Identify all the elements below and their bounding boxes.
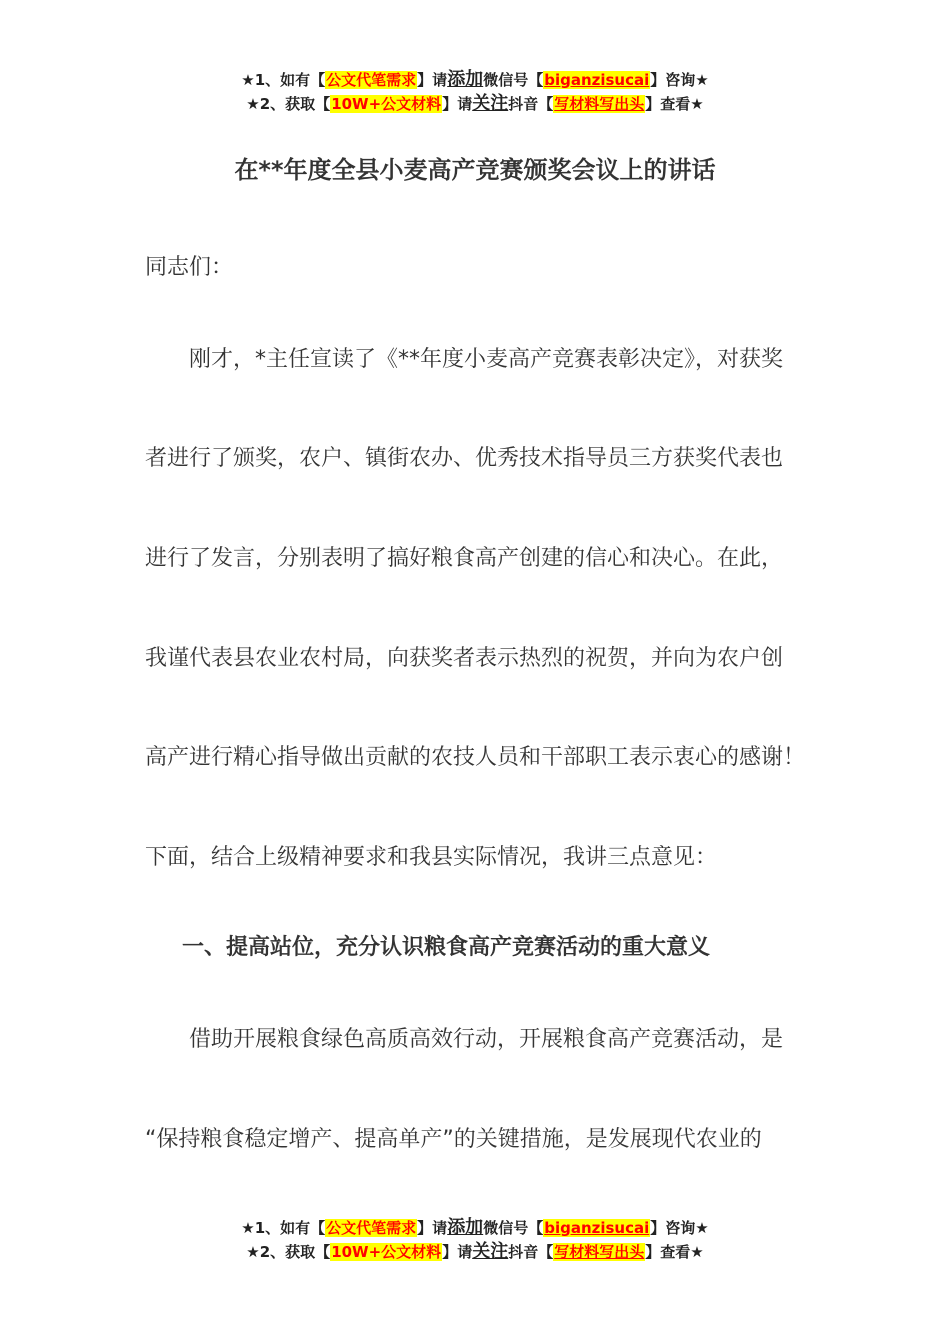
- header-banner: [0, 68, 950, 116]
- banner-text: ★2、获取【: [246, 95, 331, 113]
- body-line: 下面，结合上级精神要求和我县实际情况，我讲三点意见：: [145, 845, 718, 870]
- section-heading: 一、提高站位，充分认识粮食高产竞赛活动的重大意义: [182, 935, 711, 960]
- banner-highlight: 写材料写出头: [554, 95, 645, 113]
- banner-text: ★1、如有【: [241, 71, 326, 89]
- document-title: 在**年度全县小麦高产竞赛颁奖会议上的讲话: [234, 156, 716, 184]
- banner-text: 】请: [417, 71, 448, 89]
- banner-highlight: 10W+公文材料: [331, 95, 442, 113]
- banner-emphasis: 关注: [472, 1241, 509, 1262]
- footer-banner: [0, 1216, 950, 1264]
- banner-text: 】请: [442, 1243, 473, 1261]
- banner-text: 微信号【: [483, 1219, 544, 1237]
- banner-text: 】请: [442, 95, 473, 113]
- banner-line-2: [0, 92, 950, 116]
- banner-text: 】查看★: [645, 95, 704, 113]
- banner-highlight: biganzisucai: [544, 1219, 650, 1237]
- banner-text: 】查看★: [645, 1243, 704, 1261]
- banner-emphasis: 添加: [447, 69, 484, 90]
- banner-emphasis: 关注: [472, 93, 509, 114]
- banner-highlight: 10W+公文材料: [331, 1243, 442, 1261]
- banner-text: 抖音【: [508, 1243, 554, 1261]
- banner-text: 】咨询★: [650, 1219, 709, 1237]
- banner-text: ★2、获取【: [246, 1243, 331, 1261]
- body-line: 同志们：: [145, 255, 234, 280]
- banner-highlight: biganzisucai: [544, 71, 650, 89]
- body-line: 借助开展粮食绿色高质高效行动，开展粮食高产竞赛活动，是: [145, 1027, 784, 1052]
- body-line: 高产进行精心指导做出贡献的农技人员和干部职工表示衷心的感谢！: [145, 745, 806, 770]
- banner-text: 】咨询★: [650, 71, 709, 89]
- banner-line-1: [0, 68, 950, 92]
- body-line: 进行了发言，分别表明了搞好粮食高产创建的信心和决心。在此，: [145, 546, 784, 571]
- body-line: 者进行了颁奖，农户、镇街农办、优秀技术指导员三方获奖代表也: [145, 446, 784, 471]
- banner-text: 微信号【: [483, 71, 544, 89]
- banner-text: 】请: [417, 1219, 448, 1237]
- banner-highlight: 公文代笔需求: [326, 1219, 417, 1237]
- banner-highlight: 写材料写出头: [554, 1243, 645, 1261]
- banner-highlight: 公文代笔需求: [326, 71, 417, 89]
- banner-line-1: [0, 1216, 950, 1240]
- banner-text: ★1、如有【: [241, 1219, 326, 1237]
- body-line: 刚才，*主任宣读了《**年度小麦高产竞赛表彰决定》，对获奖: [145, 347, 784, 372]
- body-line: 我谨代表县农业农村局，向获奖者表示热烈的祝贺，并向为农户创: [145, 646, 784, 671]
- banner-line-2: [0, 1240, 950, 1264]
- banner-text: 抖音【: [508, 95, 554, 113]
- body-line: “保持粮食稳定增产、提高单产”的关键措施，是发展现代农业的: [145, 1127, 762, 1152]
- banner-emphasis: 添加: [447, 1217, 484, 1238]
